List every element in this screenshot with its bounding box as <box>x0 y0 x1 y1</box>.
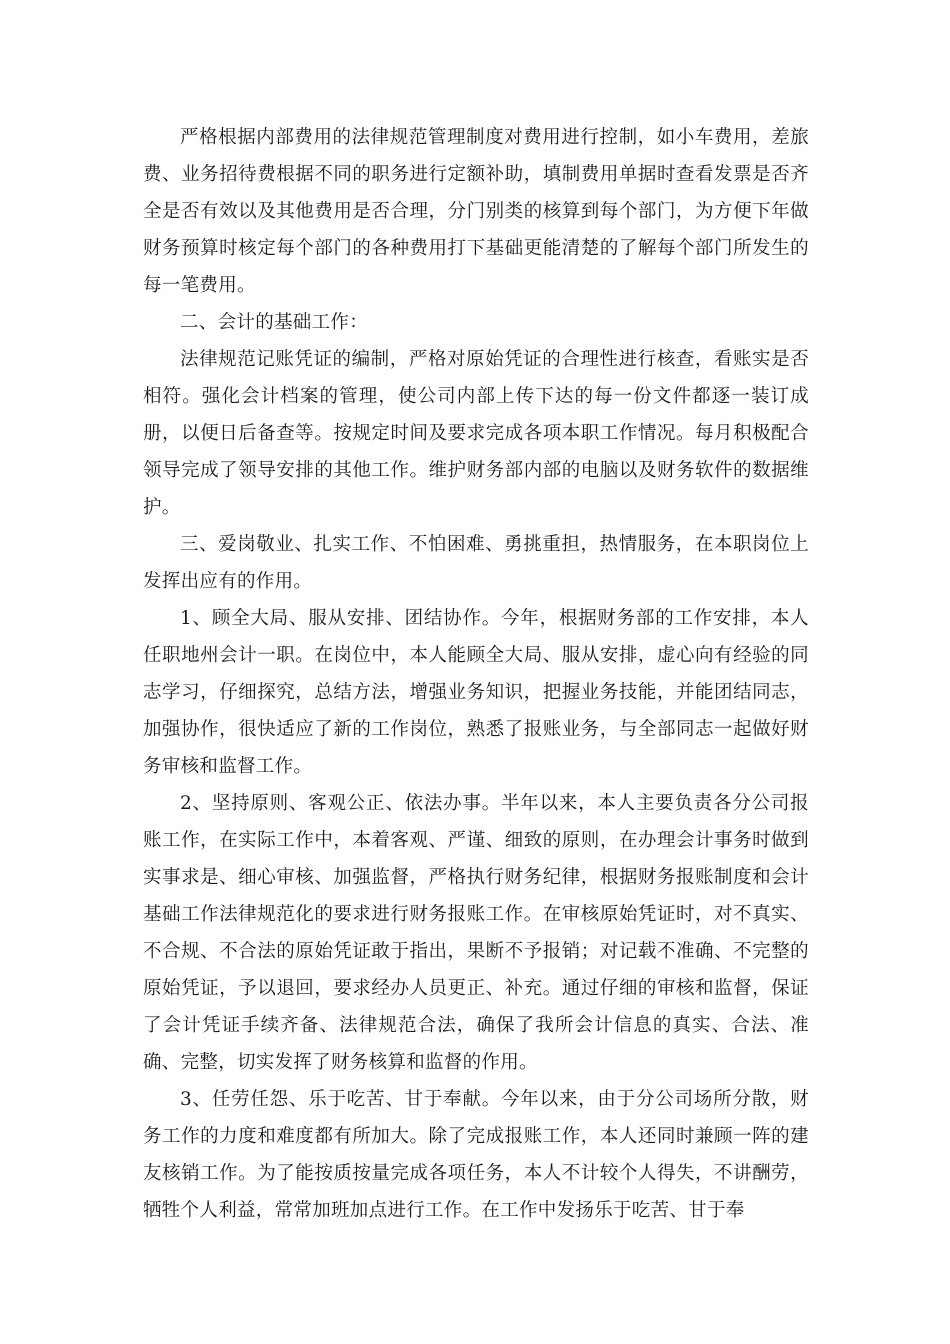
paragraph-expense-control: 严格根据内部费用的法律规范管理制度对费用进行控制，如小车费用，差旅费、业务招待费根据不同的职务进行定额补助，填制费用单据时查看发票是否齐全是否有效以及其他费用是否合理，分门别类的核算到每个部门，为方便下年做财务预算时核定每个部门的各种费用打下基础更能清楚的了解每个部门所发生的每一笔费用。 <box>143 127 809 296</box>
heading-dedication: 三、爱岗敬业、扎实工作、不怕困难、勇挑重担，热情服务，在本职岗位上发挥出应有的作用。 <box>143 534 809 592</box>
heading-accounting-basics: 二、会计的基础工作： <box>180 312 369 333</box>
document-body <box>143 119 809 1229</box>
paragraph-point-3: 3、任劳任怨、乐于吃苦、甘于奉献。今年以来，由于分公司场所分散，财务工作的力度和难度都有所加大。除了完成报账工作，本人还同时兼顾一阵的建友核销工作。为了能按质按量完成各项任务，本人不计较个人得失，不讲酬劳，牺牲个人利益，常常加班加点进行工作。在工作中发扬乐于吃苦、甘于奉 <box>143 1089 809 1221</box>
paragraph-point-2: 2、坚持原则、客观公正、依法办事。半年以来，本人主要负责各分公司报账工作，在实际工作中，本着客观、严谨、细致的原则，在办理会计事务时做到实事求是、细心审核、加强监督，严格执行财务纪律，根据财务报账制度和会计基础工作法律规范化的要求进行财务报账工作。在审核原始凭证时，对不真实、不合规、不合法的原始凭证敢于指出，果断不予报销；对记载不准确、不完整的原始凭证，予以退回，要求经办人员更正、补充。通过仔细的审核和监督，保证了会计凭证手续齐备、法律规范合法，确保了我所会计信息的真实、合法、准确、完整，切实发挥了财务核算和监督的作用。 <box>143 793 809 1073</box>
paragraph-voucher-preparation: 法律规范记账凭证的编制，严格对原始凭证的合理性进行核查，看账实是否相符。强化会计档案的管理，使公司内部上传下达的每一份文件都逐一装订成册，以便日后备查等。按规定时间及要求完成各项本职工作情况。每月积极配合领导完成了领导安排的其他工作。维护财务部内部的电脑以及财务软件的数据维护。 <box>143 349 809 518</box>
paragraph-point-1: 1、顾全大局、服从安排、团结协作。今年，根据财务部的工作安排，本人任职地州会计一职。在岗位中，本人能顾全大局、服从安排，虚心向有经验的同志学习，仔细探究，总结方法，增强业务知识，把握业务技能，并能团结同志，加强协作，很快适应了新的工作岗位，熟悉了报账业务，与全部同志一起做好财务审核和监督工作。 <box>143 608 809 777</box>
